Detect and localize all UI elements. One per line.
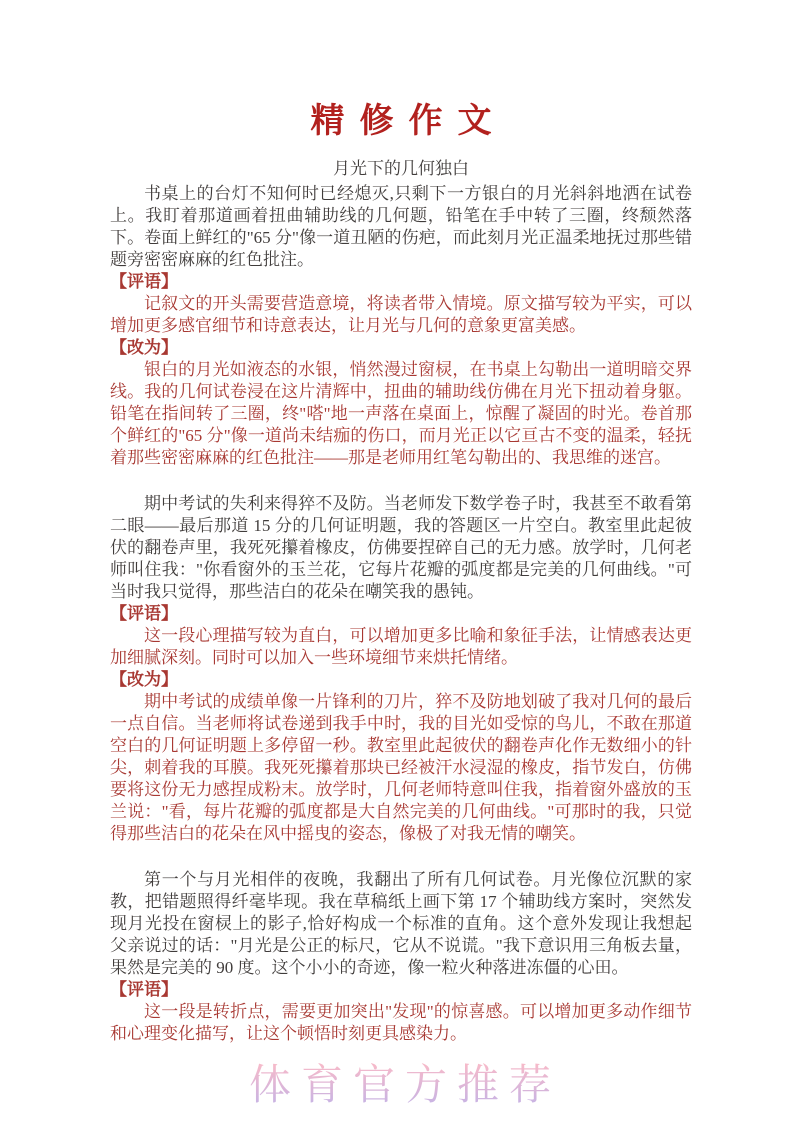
comment-text-2: 这一段心理描写较为直白，可以增加更多比喻和象征手法，让情感表达更加细腻深刻。同时可以加入一些环境细节来烘托情绪。 bbox=[110, 626, 692, 667]
essay-paragraph-3: 第一个与月光相伴的夜晚，我翻出了所有几何试卷。月光像位沉默的家教，把错题照得纤毫毕现。我在草稿纸上画下第 17 个辅助线方案时，突然发现月光投在窗棂上的影子,恰好构成一个标准的直角。这个意外发现让我想起父亲说过的话："月光是公正的标尺，它从不说谎。"我下意识用三角板去量，果然是完美的 90 度。这个小小的奇迹，像一粒火种落进冻僵的心田。 bbox=[110, 870, 692, 977]
watermark-text: 体育官方推荐 bbox=[0, 1056, 800, 1116]
essay-paragraph-1: 书桌上的台灯不知何时已经熄灭,只剩下一方银白的月光斜斜地洒在试卷上。我盯着那道画着扭曲辅助线的几何题，铅笔在手中转了三圈，终颓然落下。卷面上鲜红的"65 分"像一道丑陋的伤疤，而此刻月光正温柔地抚过那些错题旁密密麻麻的红色批注。 bbox=[110, 184, 692, 269]
comment-marker-3: 【评语】 bbox=[110, 980, 178, 999]
rewrite-marker-2: 【改为】 bbox=[110, 670, 178, 689]
comment-text-3: 这一段是转折点，需要更加突出"发现"的惊喜感。可以增加更多动作细节和心理变化描写，让这个顿悟时刻更具感染力。 bbox=[110, 1002, 692, 1043]
page-title: 精修作文 bbox=[310, 103, 507, 140]
comment-marker-1: 【评语】 bbox=[110, 272, 178, 291]
essay-title: 月光下的几何独白 bbox=[333, 159, 469, 178]
rewrite-text-1: 银白的月光如液态的水银，悄然漫过窗棂，在书桌上勾勒出一道明暗交界线。我的几何试卷浸在这片清辉中，扭曲的辅助线仿佛在月光下扭动着身躯。铅笔在指间转了三圈，终"嗒"地一声落在桌面上，惊醒了凝固的时光。卷首那个鲜红的"65 分"像一道尚未结痂的伤口，而月光正以它亘古不变的温柔，轻抚着那些密密麻麻的红色批注——那是老师用红笔勾勒出的、我思维的迷宫。 bbox=[110, 360, 692, 467]
rewrite-text-2: 期中考试的成绩单像一片锋利的刀片，猝不及防地划破了我对几何的最后一点自信。当老师将试卷递到我手中时，我的目光如受惊的鸟儿，不敢在那道空白的几何证明题上多停留一秒。教室里此起彼伏的翻卷声化作无数细小的针尖，刺着我的耳膜。我死死攥着那块已经被汗水浸湿的橡皮，指节发白，仿佛要将这份无力感捏成粉末。放学时，几何老师特意叫住我，指着窗外盛放的玉兰说："看，每片花瓣的弧度都是大自然完美的几何曲线。"可那时的我，只觉得那些洁白的花朵在风中摇曳的姿态，像极了对我无情的嘲笑。 bbox=[110, 692, 692, 843]
comment-marker-2: 【评语】 bbox=[110, 604, 178, 623]
rewrite-marker-1: 【改为】 bbox=[110, 338, 178, 357]
comment-text-1: 记叙文的开头需要营造意境，将读者带入情境。原文描写较为平实，可以增加更多感官细节和诗意表达，让月光与几何的意象更富美感。 bbox=[110, 294, 692, 335]
essay-paragraph-2: 期中考试的失利来得猝不及防。当老师发下数学卷子时，我甚至不敢看第二眼——最后那道 15 分的几何证明题，我的答题区一片空白。教室里此起彼伏的翻卷声里，我死死攥着橡皮，仿佛要捏碎自己的无力感。放学时，几何老师叫住我："你看窗外的玉兰花，它每片花瓣的弧度都是完美的几何曲线。"可当时我只觉得，那些洁白的花朵在嘲笑我的愚钝。 bbox=[110, 494, 692, 601]
